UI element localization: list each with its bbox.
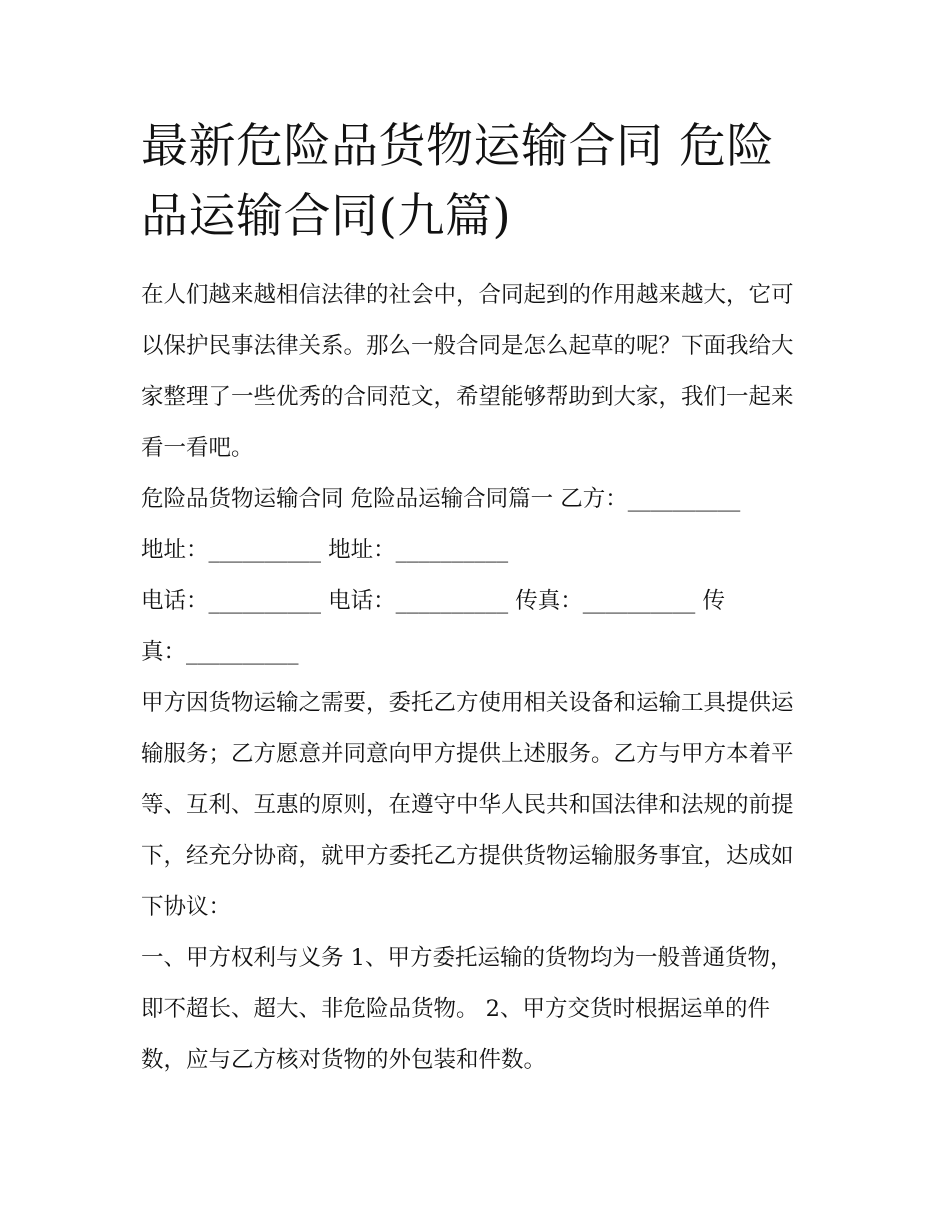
document-body [141, 112, 813, 1086]
article-one-paragraph: 一、甲方权利与义务 1、甲方委托运输的货物均为一般普通货物，即不超长、超大、非危险品货物。 2、甲方交货时根据运单的件数，应与乙方核对货物的外包装和件数。 [141, 945, 793, 1073]
intro-paragraph: 在人们越来越相信法律的社会中，合同起到的作用越来越大，它可以保护民事法律关系。那么一般合同是怎么起草的呢？下面我给大家整理了一些优秀的合同范文，希望能够帮助到大家，我们一起来看一看吧。 [141, 282, 794, 461]
address-line: 地址：__________ 地址：__________ [141, 537, 509, 563]
phone-fax-line: 电话：__________ 电话：__________ 传真：__________ 传 [141, 588, 725, 614]
section-header: 危险品货物运输合同 危险品运输合同篇一 乙方：__________ [141, 486, 741, 512]
purpose-paragraph: 甲方因货物运输之需要，委托乙方使用相关设备和运输工具提供运输服务；乙方愿意并同意向甲方提供上述服务。乙方与甲方本着平等、互利、互惠的原则，在遵守中华人民共和国法律和法规的前提下，经充分协商，就甲方委托乙方提供货物运输服务事宜，达成如下协议： [141, 690, 794, 920]
fax-continuation-line: 真：__________ [141, 639, 299, 665]
document-title: 最新危险品货物运输合同 危险品运输合同(九篇) [141, 119, 774, 244]
